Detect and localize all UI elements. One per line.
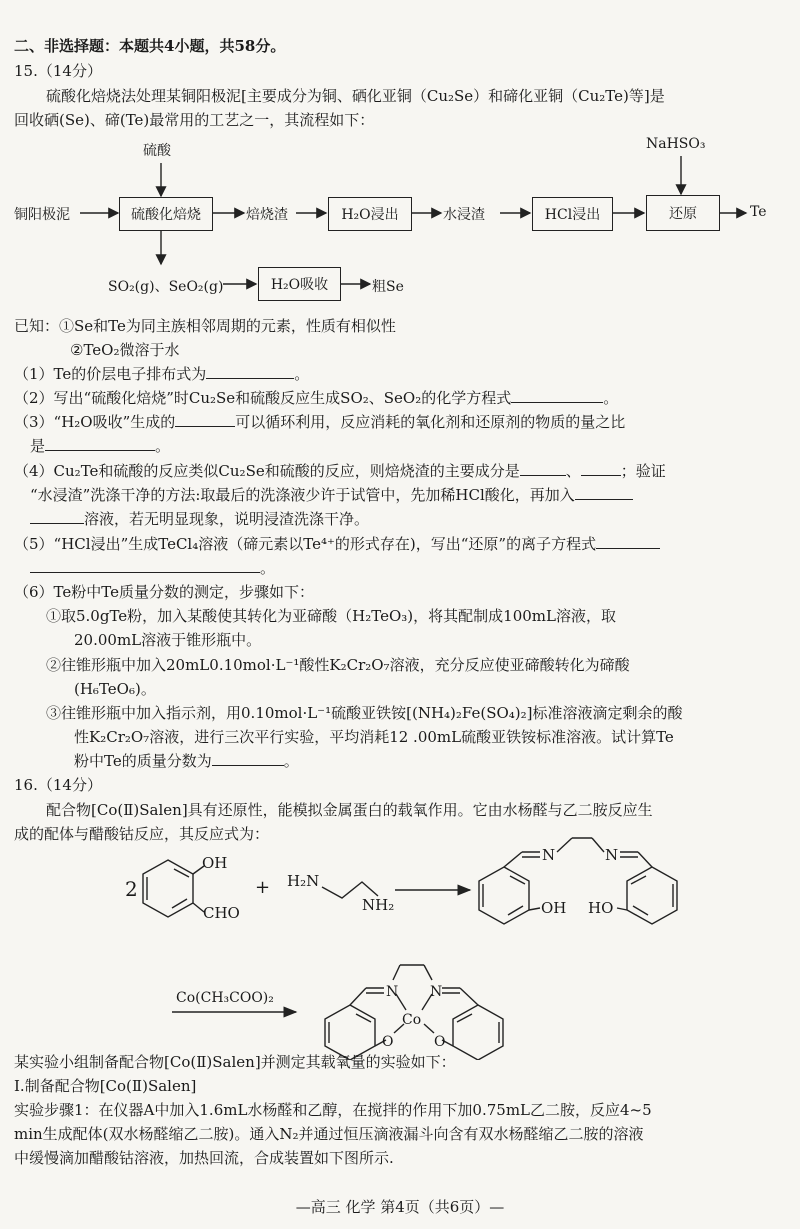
flow-reduce-box: 还原	[646, 195, 720, 231]
step-3b: 性K₂Cr₂O₇溶液，进行三次平行实验，平均消耗12 .00mL硫酸亚铁铵标准溶液。试计算Te	[74, 728, 674, 746]
exp-1: 某实验小组制备配合物[Co(Ⅱ)Salen]并测定其载氧量的实验如下：	[14, 1053, 456, 1071]
exp-2: Ⅰ.制备配合物[Co(Ⅱ)Salen]	[14, 1077, 197, 1095]
exp-5: 中缓慢滴加醋酸钴溶液，加热回流，合成装置如下图所示.	[14, 1149, 394, 1167]
label-n-complex-right: N	[430, 984, 443, 1000]
known-2: ②TeO₂微溶于水	[70, 341, 180, 359]
flow-input: 铜阳极泥	[14, 207, 70, 223]
q15-part-4-text-b: ；验证	[620, 462, 666, 480]
exp-3: 实验步骤1：在仪器A中加入1.6mL水杨醛和乙醇，在搅拌的作用下加0.75mL乙二胺，反应4~5	[14, 1101, 652, 1119]
flow-water-residue: 水浸渣	[443, 207, 485, 223]
label-oh-ligand: OH	[541, 899, 567, 917]
q15-part-4-text-c: “水浸渣”洗涤干净的方法:取最后的洗涤液少许于试管中，先加稀HCl酸化，再加入	[30, 486, 575, 504]
step-2b: (H₆TeO₆)。	[74, 680, 156, 698]
exp-4: min生成配体(双水杨醛缩乙二胺)。通入N₂并通过恒压滴液漏斗向含有双水杨醛缩乙二胺的溶液	[14, 1125, 644, 1143]
label-o-right: O	[434, 1034, 446, 1050]
flow-hcl-leach-box: HCl浸出	[532, 197, 613, 231]
flow-acid: 硫酸	[143, 143, 171, 159]
q15-intro-2: 回收硒(Se)、碲(Te)最常用的工艺之一，其流程如下：	[14, 111, 375, 129]
flow-gases: SO₂(g)、SeO₂(g)	[108, 279, 224, 295]
q15-part-5-text: （5）“HCl浸出”生成TeCl₄溶液（碲元素以Te⁴⁺的形式存在)，写出“还原”的离子方程式	[14, 535, 597, 553]
label-n-complex-left: N	[386, 984, 399, 1000]
q15-part-1: （1）Te的价层电子排布式为 。	[14, 365, 310, 383]
label-cobalt-acetate: Co(CH₃COO)₂	[176, 990, 274, 1006]
coef-2: 2	[125, 877, 138, 901]
q15-part-2-text: （2）写出“硫酸化焙烧”时Cu₂Se和硫酸反应生成SO₂、SeO₂的化学方程式	[14, 389, 512, 407]
q15-part-5-cont: 。	[30, 558, 786, 578]
label-cho: CHO	[203, 904, 240, 922]
step-1b: 20.00mL溶液于锥形瓶中。	[74, 631, 262, 649]
label-oh: OH	[202, 854, 228, 872]
q15-part-3-text-c: 是	[30, 437, 46, 455]
flow-roast-box: 硫酸化焙烧	[119, 197, 213, 231]
q15-part-4-text-a: （4）Cu₂Te和硫酸的反应类似Cu₂Se和硫酸的反应，则焙烧渣的主要成分是	[14, 462, 520, 480]
label-o-left: O	[382, 1034, 394, 1050]
q15-part-2: （2）写出“硫酸化焙烧”时Cu₂Se和硫酸反应生成SO₂、SeO₂的化学方程式 。	[14, 389, 619, 407]
known-1: 已知：①Se和Te为同主族相邻周期的元素，性质有相似性	[14, 317, 396, 335]
step-1a: ①取5.0gTe粉，加入某酸使其转化为亚碲酸（H₂TeO₃)，将其配制成100mL溶液，取	[46, 607, 616, 625]
label-nh2: NH₂	[362, 896, 395, 914]
flow-crude: 粗Se	[372, 279, 404, 295]
q15-part-3-text-a: （3）“H₂O吸收”生成的	[14, 413, 176, 431]
q16-intro-2: 成的配体与醋酸钴反应，其反应式为：	[14, 825, 270, 843]
step-3c-text: 粉中Te的质量分数为	[74, 752, 212, 770]
step-2a: ②往锥形瓶中加入20mL0.10mol·L⁻¹酸性K₂Cr₂O₇溶液，充分反应使亚碲酸转化为碲酸	[46, 656, 630, 674]
q15-part-1-text: （1）Te的价层电子排布式为	[14, 365, 207, 383]
step-3c: 粉中Te的质量分数为 。	[74, 752, 299, 770]
label-ho-ligand: HO	[588, 899, 614, 917]
q16-header: 16.（14分）	[14, 776, 102, 794]
flow-product: Te	[750, 204, 767, 220]
q15-intro-1: 硫酸化焙烧法处理某铜阳极泥[主要成分为铜、硒化亚铜（Cu₂Se）和碲化亚铜（Cu₂Te)等]是	[46, 87, 665, 105]
flow-residue: 焙烧渣	[246, 207, 288, 223]
q15-header: 15.（14分）	[14, 62, 102, 80]
q15-part-3-text-b: 可以循环利用，反应消耗的氧化剂和还原剂的物质的量之比	[235, 413, 626, 431]
label-co: Co	[402, 1012, 422, 1028]
section-title: 二、非选择题：本题共4小题，共58分。	[14, 37, 286, 55]
q15-part-6: （6）Te粉中Te质量分数的测定，步骤如下：	[14, 583, 314, 601]
label-n-left: N	[542, 846, 556, 864]
step-3a: ③往锥形瓶中加入指示剂，用0.10mol·L⁻¹硫酸亚铁铵[(NH₄)₂Fe(SO₄)₂]标准溶液滴定剩余的酸	[46, 704, 683, 722]
label-h2n: H₂N	[287, 872, 320, 890]
flow-reagent: NaHSO₃	[646, 136, 706, 152]
q15-part-4: （4）Cu₂Te和硫酸的反应类似Cu₂Se和硫酸的反应，则焙烧渣的主要成分是 、 ；验证	[14, 462, 666, 480]
flow-water-leach-box: H₂O浸出	[328, 197, 412, 231]
plus-sign: +	[255, 877, 271, 898]
label-n-right: N	[605, 846, 619, 864]
flow-absorb-box: H₂O吸收	[258, 267, 341, 301]
q15-part-3-cont: 是 。	[30, 437, 171, 455]
page-footer: —高三 化学 第4页（共6页）—	[295, 1198, 505, 1216]
q16-intro-1: 配合物[Co(Ⅱ)Salen]具有还原性，能模拟金属蛋白的载氧作用。它由水杨醛与乙二胺反应生	[46, 801, 653, 819]
q15-part-4-text-d: 溶液，若无明显现象，说明浸渣洗涤干净。	[84, 510, 370, 528]
